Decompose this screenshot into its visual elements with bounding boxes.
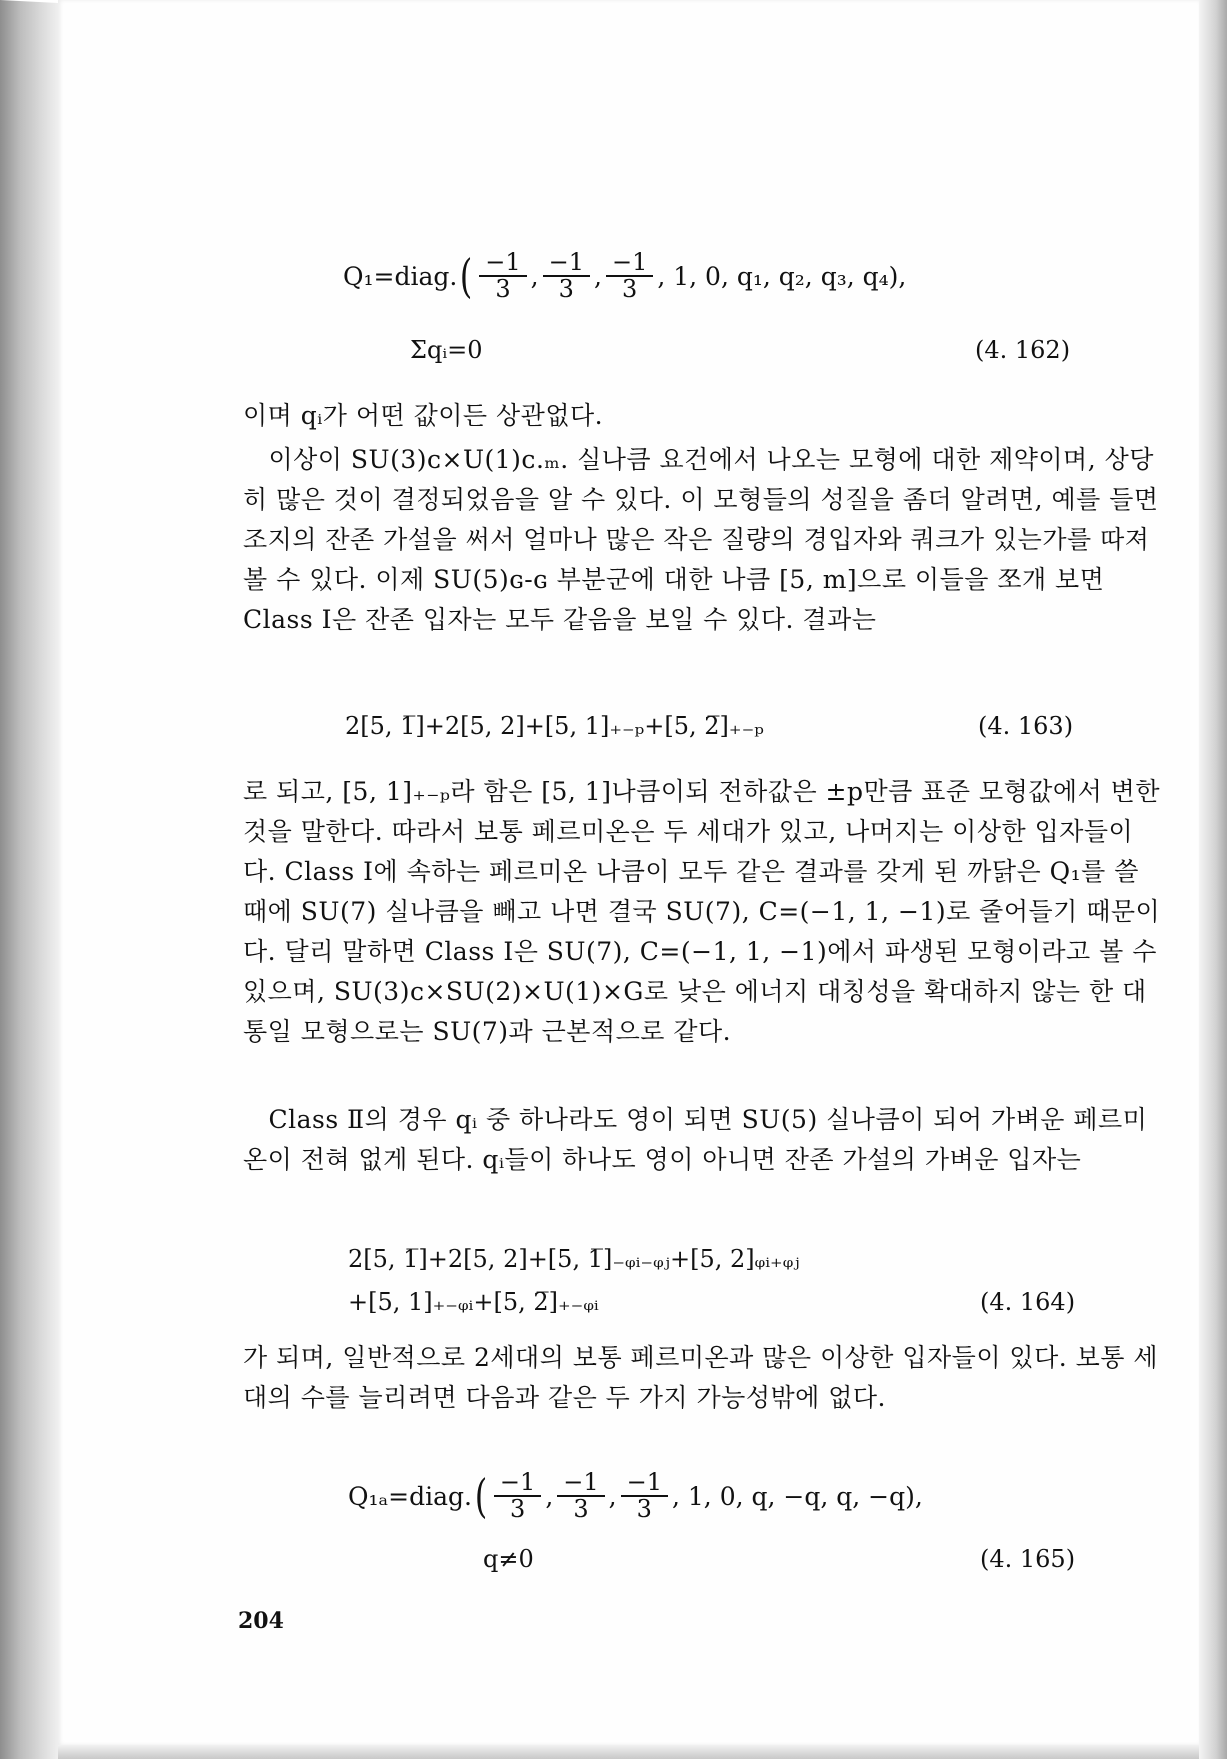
- equation-number-4-165: (4. 165): [980, 1545, 1076, 1573]
- equation-4-165-line2: q≠0: [483, 1545, 534, 1573]
- equation-4-165-line1: Q₁ₐ=diag. ( $\frac{-1}{3}$ , $\frac{-1}{3}$ , $\frac{-1}{3}$ , 1, 0, q, −q, q, −q),: [348, 1468, 923, 1524]
- book-right-edge: [1199, 0, 1227, 1759]
- book-left-edge: [0, 0, 58, 1759]
- fraction: $\frac{-1}{3}$: [494, 1470, 541, 1522]
- equation-4-162-line2: Σqᵢ=0: [410, 336, 483, 364]
- eq165-lhs: Q₁ₐ=diag.: [348, 1481, 472, 1511]
- equation-4-164-line1: 2[5, 1̅]+2[5, 2]+[5, 1̅]₋ᵩᵢ₋ᵩⱼ+[5, 2]ᵩᵢ₊ᵩⱼ: [348, 1245, 800, 1273]
- equation-number-4-163: (4. 163): [978, 712, 1074, 740]
- fraction: $\frac{-1}{3}$: [606, 250, 653, 302]
- equation-number-4-164: (4. 164): [980, 1288, 1076, 1316]
- paragraph-1: 이며 qᵢ가 어떤 값이든 상관없다.: [243, 401, 604, 430]
- fraction: $\frac{-1}{3}$: [621, 1470, 668, 1522]
- equation-4-164-line2: +[5, 1]₊₋ᵩᵢ+[5, 2̅]₊₋ᵩᵢ: [348, 1288, 599, 1316]
- fraction: $\frac{-1}{3}$: [479, 250, 526, 302]
- eq162-tail: , 1, 0, q₁, q₂, q₃, q₄),: [657, 261, 907, 291]
- equation-4-163: 2[5, 1̅]+2[5, 2]+[5, 1]₊₋ₚ+[5, 2̅]₊₋ₚ: [345, 712, 764, 740]
- book-bottom-edge: [58, 1745, 1199, 1759]
- book-page: [58, 0, 1199, 1745]
- paragraph-2: 이상이 SU(3)ᴄ×U(1)ᴄ.ₘ. 실나큼 요건에서 나오는 모형에 대한 제약이며, 상당히 많은 것이 결정되었음을 알 수 있다. 이 모형들의 성질을 좀더 알려면, 예를 들면 조지의 잔존 가설을 써서 얼마나 많은 작은 질량의 경입자와 쿼크가 있는가를 따져 볼 수 있다. 이제 SU(5)ɢ-ɢ 부분군에 대한 나큼 [5, m]으로 이들을 쪼개 보면 Class Ⅰ은 잔존 입자는 모두 같음을 보일 수 있다. 결과는: [243, 445, 1159, 634]
- paragraph-5: 가 되며, 일반적으로 2세대의 보통 페르미온과 많은 이상한 입자들이 있다. 보통 세대의 수를 늘리려면 다음과 같은 두 가지 가능성밖에 없다.: [243, 1343, 1159, 1412]
- paragraph-4: Class Ⅱ의 경우 qᵢ 중 하나라도 영이 되면 SU(5) 실나큼이 되어 가벼운 페르미온이 전혀 없게 된다. qᵢ들이 하나도 영이 아니면 잔존 가설의 가벼운 입자는: [243, 1105, 1148, 1174]
- eq162-lhs: Q₁=diag.: [343, 261, 458, 291]
- open-paren: (: [474, 1469, 488, 1524]
- equation-number-4-162: (4. 162): [975, 336, 1071, 364]
- fraction: $\frac{-1}{3}$: [543, 250, 590, 302]
- fraction: $\frac{-1}{3}$: [557, 1470, 604, 1522]
- page-number: 204: [238, 1608, 284, 1634]
- paragraph-3: 로 되고, [5, 1]₊₋ₚ라 함은 [5, 1]나큼이되 전하값은 ±p만큼 표준 모형값에서 변한 것을 말한다. 따라서 보통 페르미온은 두 세대가 있고, 나머지는 이상한 입자들이다. Class Ⅰ에 속하는 페르미온 나큼이 모두 같은 결과를 갖게 된 까닭은 Q₁를 쓸 때에 SU(7) 실나큼을 빼고 나면 결국 SU(7), C=(−1, 1, −1)로 줄어들기 때문이다. 달리 말하면 Class Ⅰ은 SU(7), C=(−1, 1, −1)에서 파생된 모형이라고 볼 수 있으며, SU(3)ᴄ×SU(2)×U(1)×G로 낮은 에너지 대칭성을 확대하지 않는 한 대통일 모형으로는 SU(7)과 근본적으로 같다.: [243, 777, 1161, 1046]
- equation-4-162-line1: Q₁=diag. ( $\frac{-1}{3}$ , $\frac{-1}{3}$ , $\frac{-1}{3}$ , 1, 0, q₁, q₂, q₃, q₄),: [343, 248, 907, 304]
- open-paren: (: [460, 249, 473, 304]
- eq165-tail: , 1, 0, q, −q, q, −q),: [672, 1481, 923, 1511]
